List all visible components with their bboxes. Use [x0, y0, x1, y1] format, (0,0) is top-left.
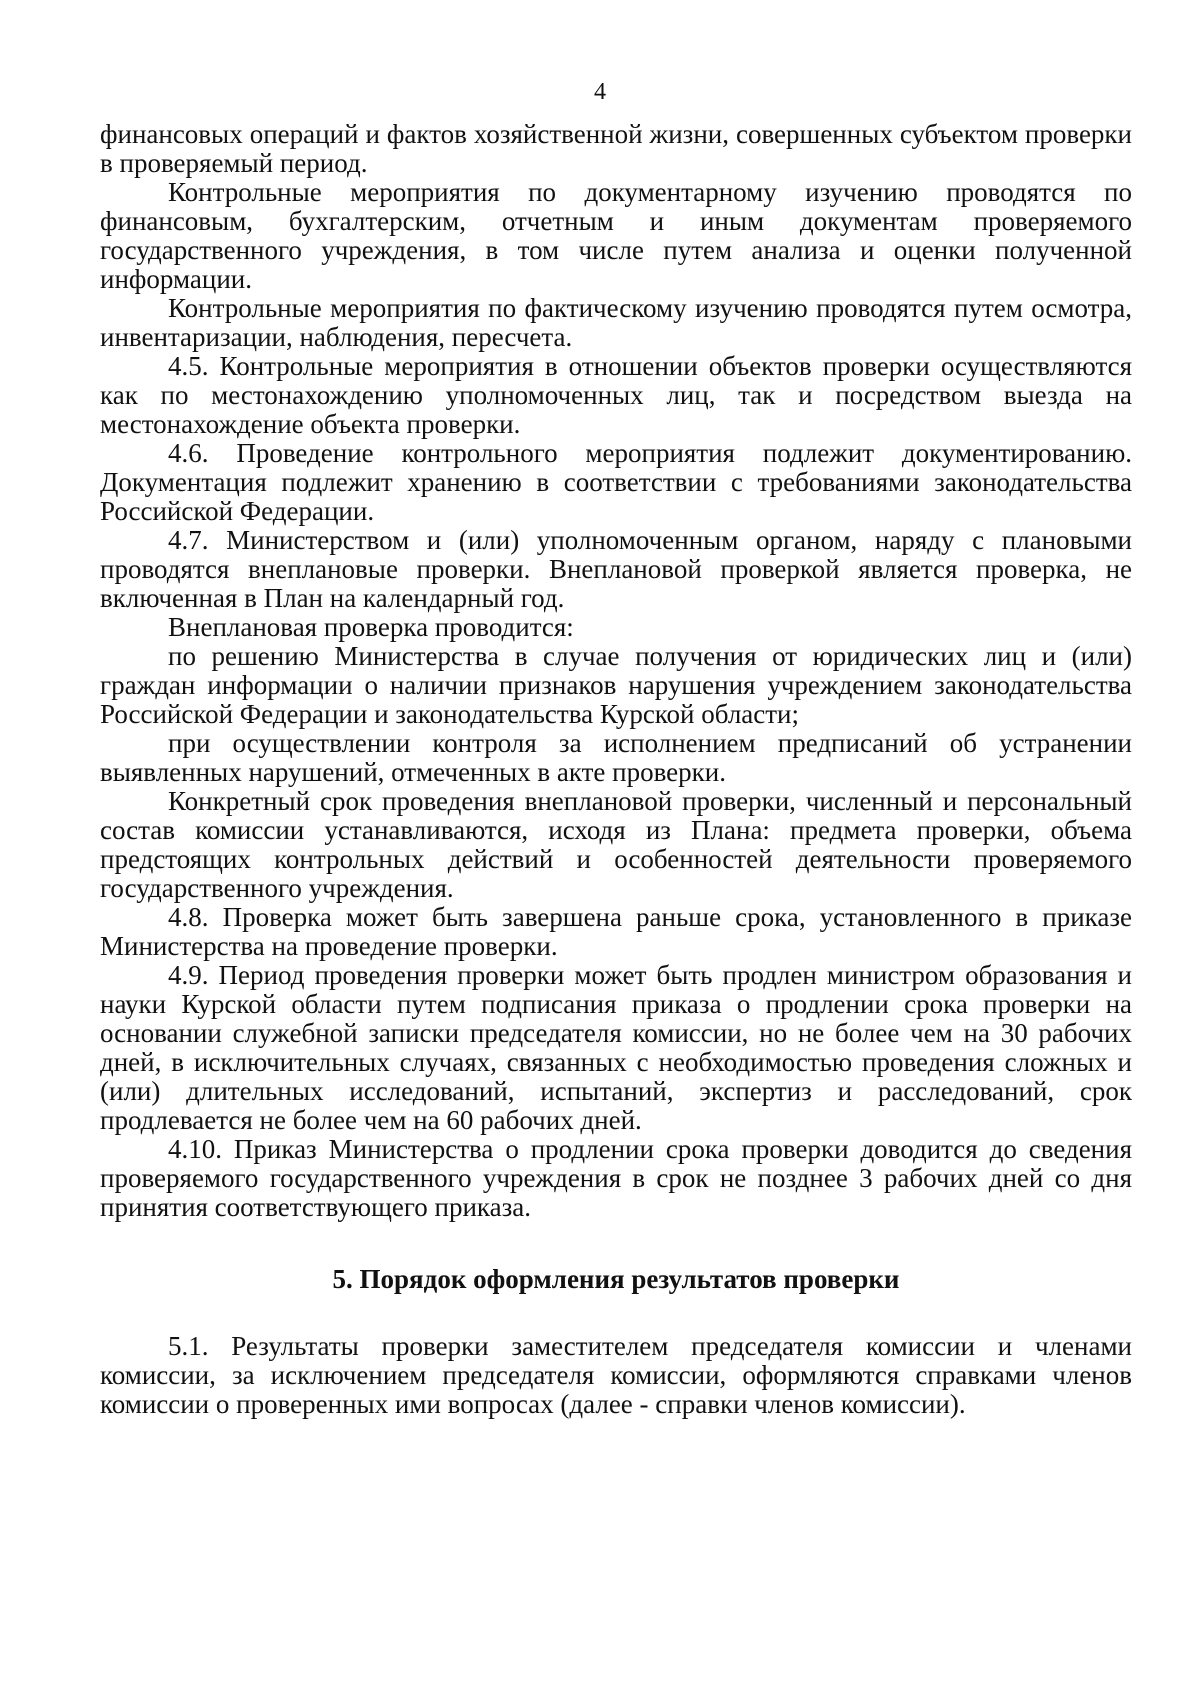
paragraph-4-7: 4.7. Министерством и (или) уполномоченным органом, наряду с плановыми проводятся внеплановые проверки. Внеплановой проверкой является проверка, не включенная в План на календарный год. — [100, 525, 1132, 613]
paragraph-4-9: 4.9. Период проведения проверки может быть продлен министром образования и науки Курской области путем подписания приказа о продлении срока проверки на основании служебной записки председателя комиссии, но не более чем на 30 рабочих дней, в исключительных случаях, связанных с необходимостью проведения сложных и (или) длительных исследований, испытаний, экспертиз и расследований, срок продлевается не более чем на 60 рабочих дней. — [100, 960, 1132, 1135]
paragraph-unscheduled-case-2: при осуществлении контроля за исполнением предписаний об устранении выявленных нарушений, отмеченных в акте проверки. — [100, 728, 1132, 787]
paragraph-4-8: 4.8. Проверка может быть завершена раньше срока, установленного в приказе Министерства на проведение проверки. — [100, 902, 1132, 961]
paragraph-documentary-control: Контрольные мероприятия по документарному изучению проводятся по финансовым, бухгалтерским, отчетным и иным документам проверяемого государственного учреждения, в том числе путем анализа и оценки полученной информации. — [100, 177, 1132, 294]
paragraph-factual-control: Контрольные мероприятия по фактическому изучению проводятся путем осмотра, инвентаризации, наблюдения, пересчета. — [100, 293, 1132, 352]
paragraph-4-6: 4.6. Проведение контрольного мероприятия подлежит документированию. Документация подлежит хранению в соответствии с требованиями законодательства Российской Федерации. — [100, 438, 1132, 526]
paragraph-unscheduled-case-1: по решению Министерства в случае получения от юридических лиц и (или) граждан информации о наличии признаков нарушения учреждением законодательства Российской Федерации и законодательства Курской области; — [100, 641, 1132, 729]
paragraph-4-10: 4.10. Приказ Министерства о продлении срока проверки доводится до сведения проверяемого государственного учреждения в срок не позднее 3 рабочих дней со дня принятия соответствующего приказа. — [100, 1134, 1132, 1222]
page-number: 4 — [594, 79, 606, 105]
paragraph-unscheduled-intro: Внеплановая проверка проводится: — [168, 612, 574, 642]
paragraph-5-1: 5.1. Результаты проверки заместителем председателя комиссии и членами комиссии, за исключением председателя комиссии, оформляются справками членов комиссии о проверенных ими вопросах (далее - справки членов комиссии). — [100, 1331, 1132, 1419]
document-body — [100, 120, 1132, 1419]
paragraph-4-5: 4.5. Контрольные мероприятия в отношении объектов проверки осуществляются как по местонахождению уполномоченных лиц, так и посредством выезда на местонахождение объекта проверки. — [100, 351, 1132, 439]
section-5-title: 5. Порядок оформления результатов проверки — [332, 1264, 900, 1294]
paragraph-continuation: финансовых операций и фактов хозяйственной жизни, совершенных субъектом проверки в проверяемый период. — [100, 119, 1132, 178]
paragraph-specific-term: Конкретный срок проведения внеплановой проверки, численный и персональный состав комиссии устанавливаются, исходя из Плана: предмета проверки, объема предстоящих контрольных действий и особенностей деятельности проверяемого государственного учреждения. — [100, 786, 1132, 903]
